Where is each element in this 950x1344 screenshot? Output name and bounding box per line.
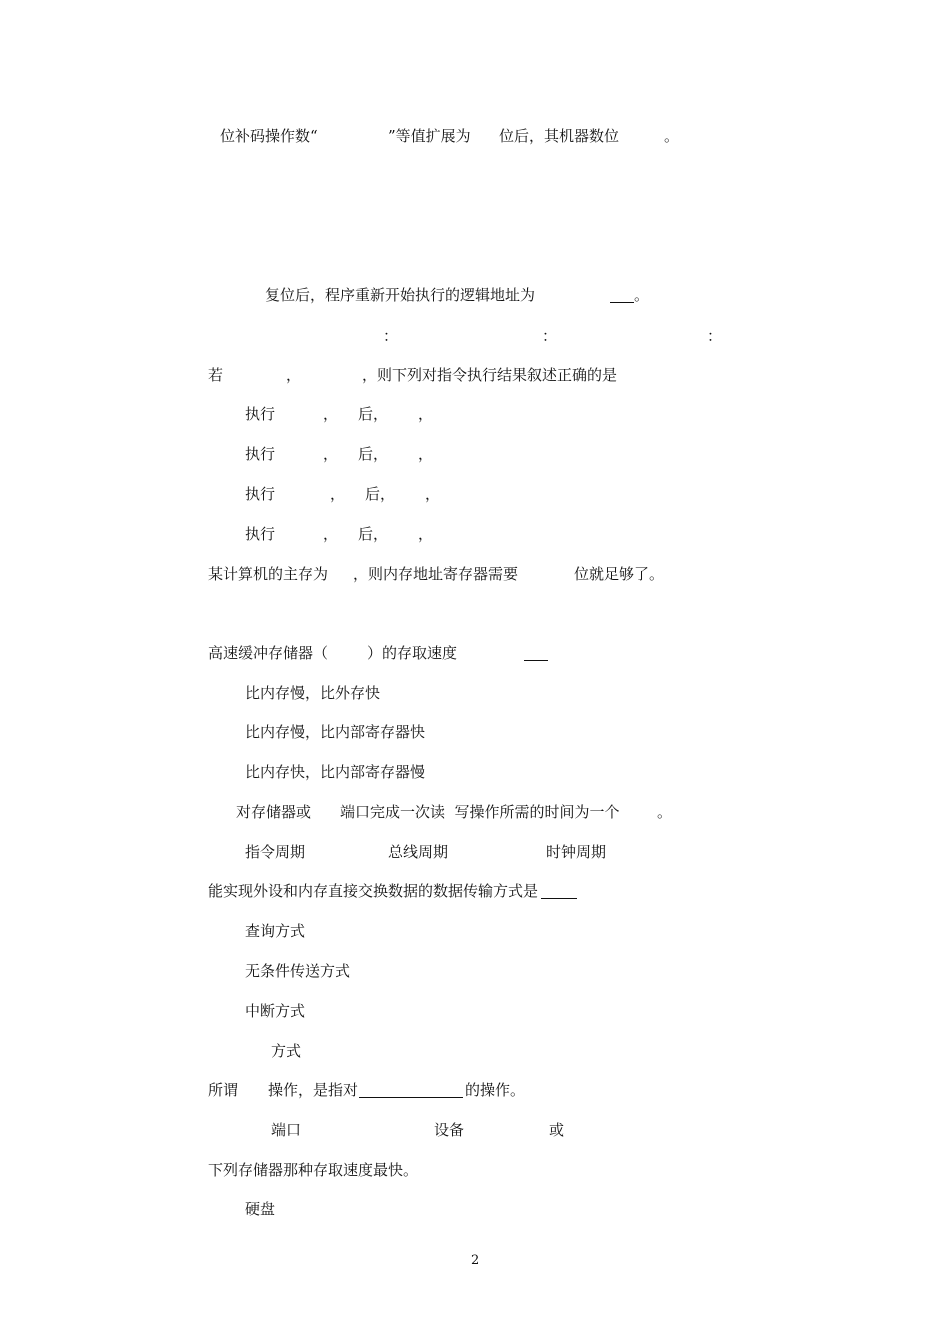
q3-text-a: 若 xyxy=(208,366,224,384)
q7-option-3: 中断方式 xyxy=(245,1002,306,1020)
q6-option-1: 指令周期 xyxy=(245,843,306,861)
q6-text-c: 。 xyxy=(657,803,673,821)
colon-3: ： xyxy=(707,327,723,345)
q9-text: 下列存储器那种存取速度最快。 xyxy=(208,1161,419,1179)
q6-text-a: 对存储器或 xyxy=(236,803,312,821)
exec-2-comma2: ， xyxy=(418,445,434,463)
q6-option-2: 总线周期 xyxy=(388,843,449,861)
q7-option-4: 方式 xyxy=(271,1042,302,1060)
exec-1-label: 执行 xyxy=(245,405,276,423)
exec-4-comma2: ， xyxy=(418,525,434,543)
colon-2: ： xyxy=(542,327,558,345)
q5-blank xyxy=(524,660,548,661)
q5-option-2: 比内存慢，比内部寄存器快 xyxy=(245,723,426,741)
page-number: 2 xyxy=(471,1253,480,1268)
exec-2-after: 后， xyxy=(358,445,389,463)
colon-1: ： xyxy=(383,327,399,345)
q4-text-b: ，则内存地址寄存器需要 xyxy=(353,565,519,583)
q8-option-1: 端口 xyxy=(271,1121,302,1139)
q7-blank xyxy=(541,898,577,899)
q3-text-b: ， xyxy=(286,366,302,384)
q4-text-a: 某计算机的主存为 xyxy=(208,565,329,583)
exec-1-comma2: ， xyxy=(418,405,434,423)
exec-2-label: 执行 xyxy=(245,445,276,463)
q7-option-2: 无条件传送方式 xyxy=(245,962,351,980)
exec-3-comma2: ， xyxy=(425,485,441,503)
exec-3-comma: ， xyxy=(330,485,346,503)
exec-1-after: 后， xyxy=(358,405,389,423)
exec-4-after: 后， xyxy=(358,525,389,543)
q6-text-b: 端口完成一次读 写操作所需的时间为一个 xyxy=(340,803,620,821)
exec-1-comma: ， xyxy=(323,405,339,423)
q2-text-b: 。 xyxy=(634,286,650,304)
q1-text-c: 位后，其机器数位 xyxy=(499,127,620,145)
q2-blank xyxy=(610,302,634,303)
q7-text: 能实现外设和内存直接交换数据的数据传输方式是 xyxy=(208,882,539,900)
exec-3-label: 执行 xyxy=(245,485,276,503)
q8-text-c: 的操作。 xyxy=(465,1081,526,1099)
q8-blank xyxy=(359,1097,463,1098)
exec-2-comma: ， xyxy=(323,445,339,463)
q8-option-2: 设备 xyxy=(434,1121,465,1139)
q5-text-a: 高速缓冲存储器（ xyxy=(208,644,329,662)
q3-text-c: ，则下列对指令执行结果叙述正确的是 xyxy=(362,366,618,384)
q8-option-3: 或 xyxy=(549,1121,565,1139)
q5-option-1: 比内存慢，比外存快 xyxy=(245,684,381,702)
q1-text-a: 位补码操作数“ xyxy=(220,127,318,145)
q4-text-c: 位就足够了。 xyxy=(574,565,665,583)
q8-text-a: 所谓 xyxy=(208,1081,239,1099)
q6-option-3: 时钟周期 xyxy=(546,843,607,861)
q8-text-b: 操作，是指对 xyxy=(268,1081,359,1099)
q5-option-3: 比内存快，比内部寄存器慢 xyxy=(245,763,426,781)
q5-text-b: ）的存取速度 xyxy=(367,644,458,662)
exec-4-label: 执行 xyxy=(245,525,276,543)
q9-option-1: 硬盘 xyxy=(245,1200,276,1218)
exec-4-comma: ， xyxy=(323,525,339,543)
q1-text-b: ”等值扩展为 xyxy=(388,127,471,145)
exec-3-after: 后， xyxy=(365,485,396,503)
q7-option-1: 查询方式 xyxy=(245,922,306,940)
q1-text-d: 。 xyxy=(664,127,680,145)
q2-text-a: 复位后，程序重新开始执行的逻辑地址为 xyxy=(265,286,536,304)
